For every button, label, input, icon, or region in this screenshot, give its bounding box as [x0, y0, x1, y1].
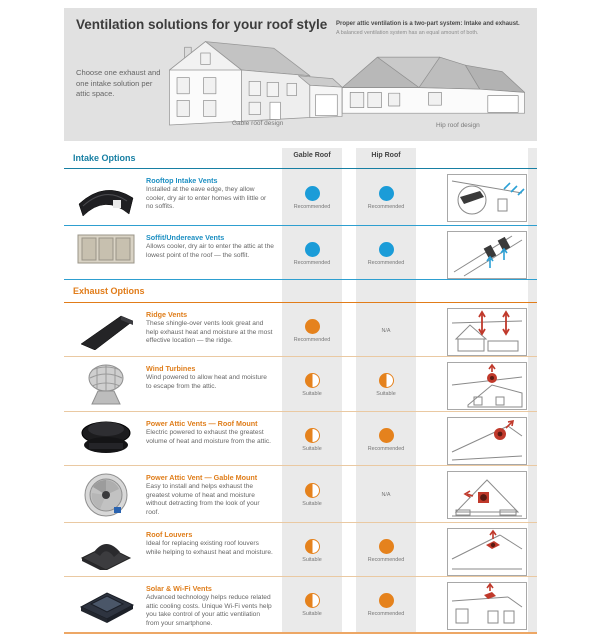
- roof-louver-photo: [64, 523, 282, 573]
- table-row: [64, 577, 537, 634]
- hip-status: [356, 466, 416, 522]
- status-label: Recommended: [367, 556, 405, 563]
- status-label: Suitable: [302, 611, 322, 618]
- status-dot: [305, 373, 320, 388]
- status-dot: [305, 186, 320, 201]
- intake-options-header: [64, 148, 537, 169]
- product-title: Soffit/Undereave Vents: [146, 233, 225, 242]
- status-dot: [379, 539, 394, 554]
- gable-mount-fan-photo: [64, 466, 282, 522]
- status-label: Recommended: [367, 259, 405, 266]
- status-dot: [305, 319, 320, 334]
- hip-status: [356, 577, 416, 632]
- ridge-location-illustration: [447, 303, 527, 356]
- column-header-hip-roof: Hip Roof: [371, 152, 401, 159]
- product-cell: [64, 169, 282, 221]
- status-dot: [305, 593, 320, 608]
- gable-status: [282, 169, 342, 225]
- status-label: Recommended: [293, 204, 331, 210]
- product-description: Wind powered to allow heat and moisture to escape from the attic.: [146, 374, 267, 390]
- product-text: [140, 231, 280, 267]
- status-label: Suitable: [302, 445, 322, 452]
- table-row: [64, 226, 537, 280]
- solar-vent-location-illustration: [447, 577, 527, 630]
- product-text: [140, 362, 280, 408]
- gable-status: [282, 226, 342, 279]
- page-title: Ventilation solutions for your roof style: [76, 17, 328, 32]
- product-text: [140, 528, 280, 570]
- status-dot: [379, 593, 394, 608]
- status-label: Recommended: [367, 611, 405, 618]
- turbine-location-illustration: [447, 357, 527, 410]
- status-dot: [379, 242, 394, 257]
- product-text: [140, 582, 280, 629]
- table-row: [64, 412, 537, 466]
- status-label: Recommended: [293, 259, 331, 266]
- status-label: Recommended: [367, 204, 405, 210]
- product-description: Advanced technology helps reduce related attic cooling costs. Unique Wi-Fi vents help you take control of your attic ventilation from your smartphone.: [146, 594, 272, 628]
- hero-note-light: A balanced ventilation system has an equal amount of both.: [336, 29, 479, 36]
- status-dot: [305, 483, 320, 498]
- hero-note: [336, 21, 532, 36]
- hero-panel: [64, 8, 537, 141]
- status-label: Suitable: [302, 556, 322, 563]
- table-row: [64, 523, 537, 577]
- hip-status: [356, 303, 416, 356]
- ridge-vent-photo: [72, 308, 140, 350]
- soffit-vent-photo: [72, 231, 140, 267]
- product-cell: [64, 303, 282, 353]
- roof-mount-location-illustration: [447, 412, 527, 465]
- wind-turbine-photo: [64, 357, 282, 411]
- product-description: Electric powered to exhaust the greatest volume of heat and moisture from the attic.: [146, 429, 271, 445]
- status-dot: [305, 242, 320, 257]
- louver-location-illustration: [447, 523, 527, 576]
- status-label: Suitable: [302, 501, 322, 507]
- product-title: Power Attic Vent — Gable Mount: [146, 473, 258, 482]
- product-text: [140, 308, 280, 350]
- gable-status: [282, 466, 342, 522]
- gable-roof-design-label: Gable roof design: [232, 120, 284, 127]
- exhaust-options-header: [64, 280, 537, 303]
- gable-status: [282, 357, 342, 411]
- product-description: These shingle-over vents look great and help exhaust heat and moisture at the most effective location — the ridge.: [146, 320, 273, 345]
- hip-house-illustration: [338, 46, 532, 122]
- product-text: [140, 174, 280, 218]
- column-header-gable-roof: Gable Roof: [293, 152, 331, 159]
- choose-instruction: Choose one exhaust and one intake solution per attic space.: [76, 68, 161, 99]
- product-title: Roof Louvers: [146, 530, 193, 539]
- product-title: Solar & Wi-Fi Vents: [146, 584, 212, 593]
- product-description: Easy to install and helps exhaust the greatest volume of heat and moisture without detracting from the look of your roof.: [146, 483, 260, 517]
- hip-status: [356, 169, 416, 225]
- product-title: Ridge Vents: [146, 310, 188, 319]
- product-title: Rooftop Intake Vents: [146, 176, 218, 185]
- gable-status: [282, 412, 342, 465]
- status-label: Recommended: [367, 445, 405, 452]
- status-label: N/A: [381, 492, 391, 498]
- rooftop-intake-vent-photo: [72, 174, 140, 218]
- product-description: Ideal for replacing existing roof louvers while helping to exhaust heat and moisture.: [146, 540, 273, 556]
- infographic: [64, 8, 537, 634]
- exhaust-options-title: Exhaust Options: [73, 286, 145, 296]
- product-text: [140, 417, 280, 459]
- table-row: [64, 466, 537, 523]
- intake-options-title: Intake Options: [73, 153, 136, 163]
- soffit-location-illustration: [447, 226, 527, 279]
- product-text: [140, 471, 280, 519]
- gable-status: [282, 523, 342, 576]
- comparison-table: [64, 148, 537, 634]
- status-label: Suitable: [302, 391, 322, 397]
- hip-roof-design-label: Hip roof design: [436, 122, 480, 129]
- gable-mount-location-illustration: [447, 466, 527, 519]
- hero-note-bold: Proper attic ventilation is a two-part system: Intake and exhaust.: [336, 21, 520, 27]
- status-dot: [305, 428, 320, 443]
- hip-status: [356, 226, 416, 279]
- solar-vent-photo: [64, 577, 282, 632]
- table-row: [64, 303, 537, 357]
- product-description: Allows cooler, dry air to enter the attic at the lowest point of the roof — the soffit.: [146, 243, 274, 259]
- hip-status: [356, 412, 416, 465]
- gable-status: [282, 303, 342, 356]
- status-dot: [379, 186, 394, 201]
- gable-status: [282, 577, 342, 632]
- status-label: Suitable: [376, 391, 396, 397]
- product-title: Wind Turbines: [146, 364, 196, 373]
- power-roof-vent-photo: [64, 412, 282, 462]
- status-dot: [379, 373, 394, 388]
- table-row: [64, 357, 537, 412]
- status-dot: [379, 428, 394, 443]
- hip-status: [356, 357, 416, 411]
- table-row: [64, 169, 537, 226]
- hip-status: [356, 523, 416, 576]
- eave-location-illustration: [447, 169, 527, 222]
- product-title: Power Attic Vents — Roof Mount: [146, 419, 258, 428]
- product-cell: [64, 226, 282, 270]
- status-dot: [305, 539, 320, 554]
- product-description: Installed at the eave edge, they allow cooler, dry air to enter homes with little or no soffits.: [146, 186, 267, 211]
- gable-house-illustration: [156, 34, 346, 126]
- status-label: N/A: [381, 327, 391, 334]
- status-label: Recommended: [293, 336, 331, 343]
